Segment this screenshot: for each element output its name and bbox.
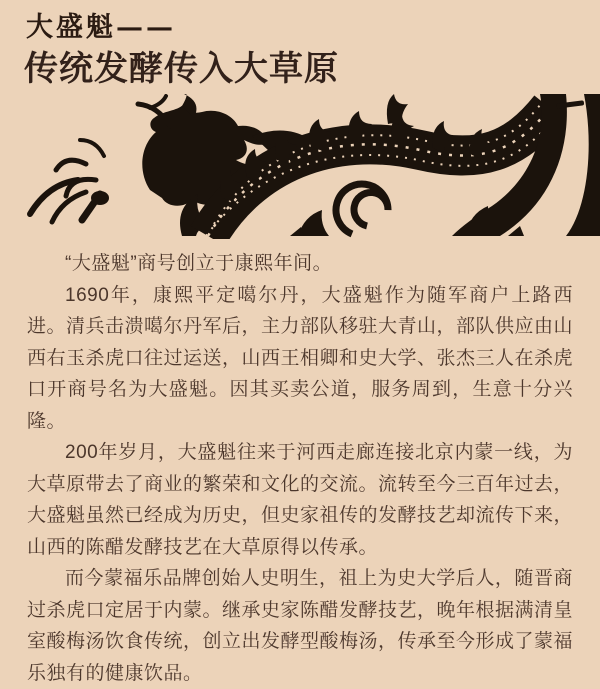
paragraph-legacy: 200年岁月，大盛魁往来于河西走廊连接北京内蒙一线，为大草原带去了商业的繁荣和文化的交流。流转至今三百年过去，大盛魁虽然已经成为历史，但史家祖传的发酵技艺却流传下来，山西的陈醋发酵技艺在大草原得以传承。 bbox=[27, 442, 574, 558]
brand-title: 大盛魁—— bbox=[26, 12, 176, 43]
dragon-tail-swirl bbox=[336, 184, 388, 234]
paragraph-founding: “大盛魁”商号创立于康熙年间。 bbox=[65, 253, 333, 274]
dragon-illustration bbox=[0, 94, 600, 239]
story-article bbox=[0, 239, 600, 689]
paragraph-modern-brand: 而今蒙福乐品牌创始人史明生，祖上为史大学后人，随晋商过杀虎口定居于内蒙。继承史家陈醋发酵技艺，晚年根据满清皇室酸梅汤饮食传统，创立出发酵型酸梅汤，传承至今形成了蒙福乐独有的健康饮品。 bbox=[27, 568, 574, 684]
brand-story-page bbox=[0, 12, 600, 684]
paragraph-history-1690: 1690年，康熙平定噶尔丹，大盛魁作为随军商户上路西进。清兵击溃噶尔丹军后，主力部队移驻大青山，部队供应由山西右玉杀虎口往过运送，山西王相卿和史大学、张杰三人在杀虎口开商号名为大盛魁。因其买卖公道，服务周到，生意十分兴隆。 bbox=[27, 284, 574, 432]
dragon-left-claw bbox=[30, 140, 104, 222]
page-subtitle: 传统发酵传入大草原 bbox=[24, 50, 339, 88]
